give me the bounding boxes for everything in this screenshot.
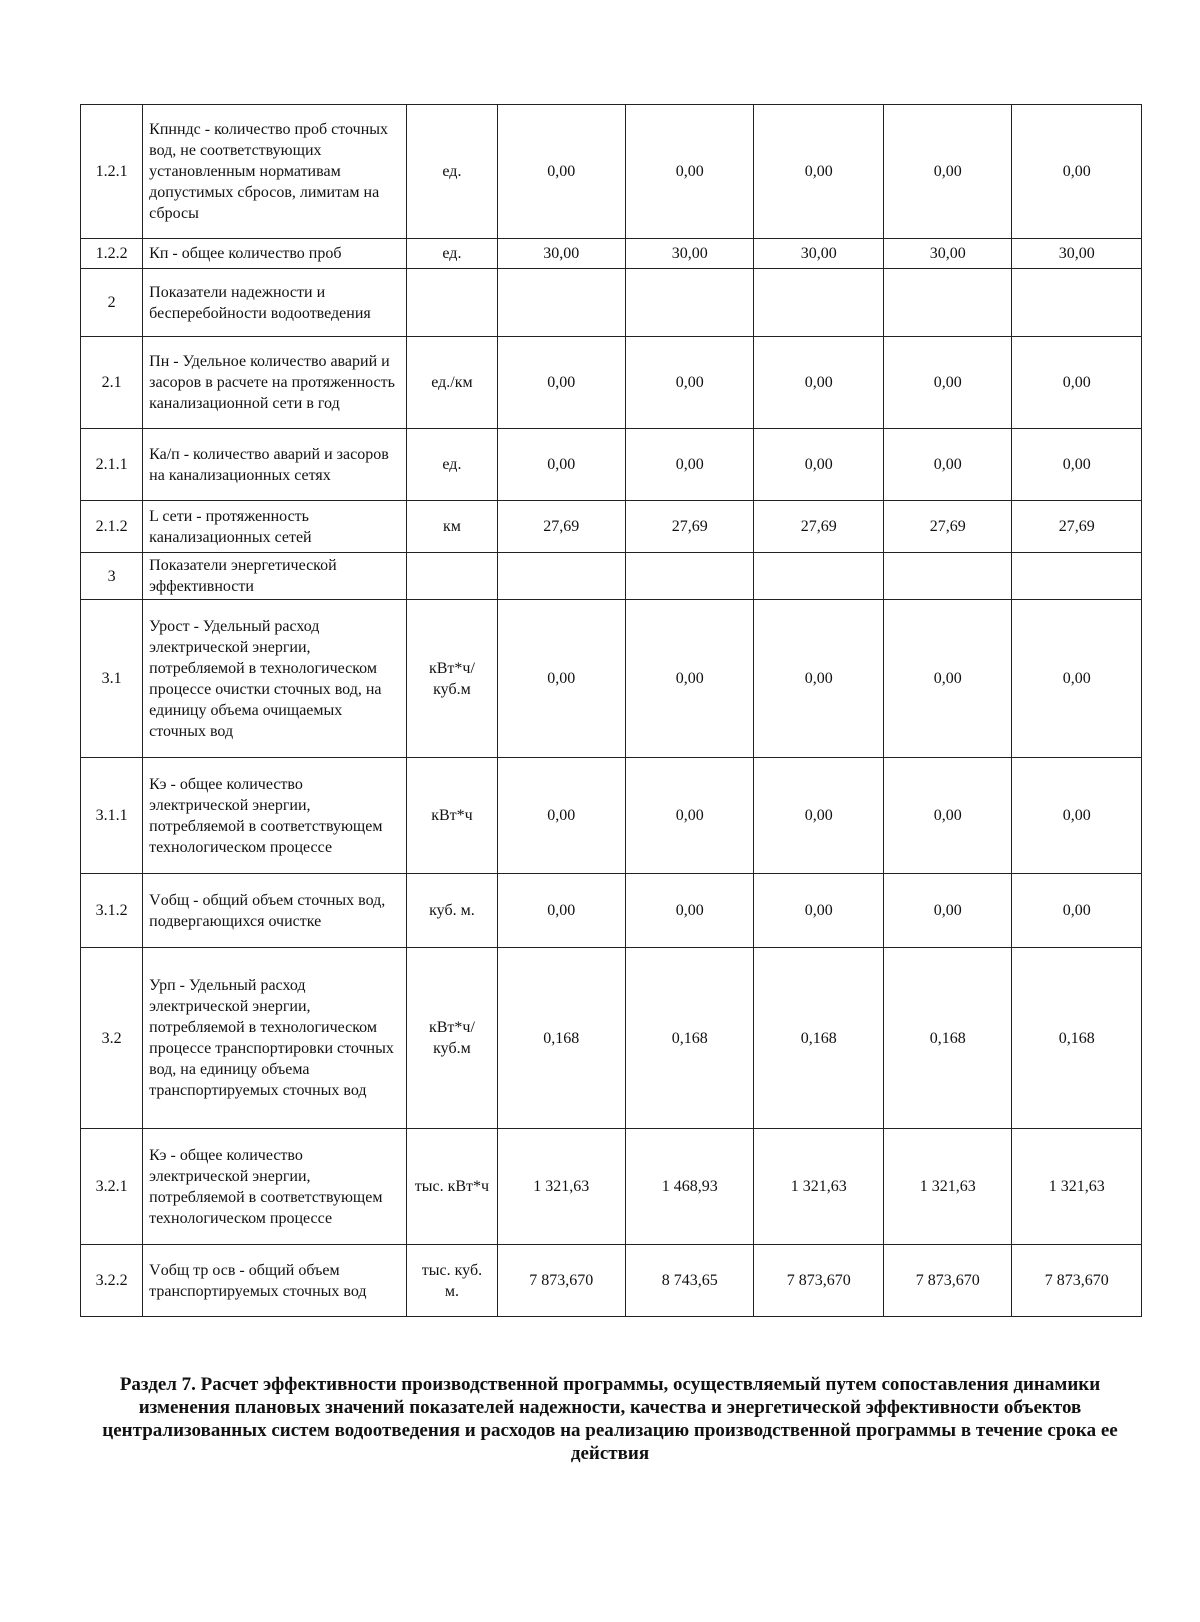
row-description: Кп - общее количество проб	[143, 239, 407, 269]
row-value: 1 468,93	[625, 1129, 753, 1245]
row-description: Ка/п - количество аварий и засоров на канализационных сетях	[143, 429, 407, 501]
row-unit	[407, 269, 497, 337]
row-unit: ед.	[407, 429, 497, 501]
row-description: Кэ - общее количество электрической энергии, потребляемой в соответствующем технологическом процессе	[143, 758, 407, 874]
row-value: 0,168	[754, 948, 884, 1129]
row-value: 0,00	[754, 337, 884, 429]
row-value: 1 321,63	[754, 1129, 884, 1245]
row-value: 0,00	[883, 429, 1011, 501]
row-value: 0,00	[1012, 758, 1142, 874]
row-value: 0,00	[625, 758, 753, 874]
row-value: 0,00	[883, 758, 1011, 874]
row-value: 0,00	[754, 600, 884, 758]
row-value: 0,00	[1012, 429, 1142, 501]
row-number: 2.1.2	[81, 501, 143, 553]
row-number: 3.1	[81, 600, 143, 758]
row-value: 0,00	[497, 337, 625, 429]
row-unit: кВт*ч	[407, 758, 497, 874]
row-value: 0,00	[754, 429, 884, 501]
row-description: Vобщ - общий объем сточных вод, подвергающихся очистке	[143, 874, 407, 948]
row-value: 30,00	[883, 239, 1011, 269]
row-description: Урп - Удельный расход электрической энергии, потребляемой в технологическом процессе транспортировки сточных вод, на единицу объема транспортируемых сточных вод	[143, 948, 407, 1129]
row-number: 2	[81, 269, 143, 337]
row-value: 1 321,63	[883, 1129, 1011, 1245]
row-value: 0,00	[883, 874, 1011, 948]
row-value: 0,00	[625, 429, 753, 501]
row-number: 2.1.1	[81, 429, 143, 501]
row-description: Vобщ тр осв - общий объем транспортируемых сточных вод	[143, 1245, 407, 1317]
row-value: 0,00	[1012, 874, 1142, 948]
row-unit: ед./км	[407, 337, 497, 429]
row-value: 0,00	[883, 337, 1011, 429]
row-number: 1.2.1	[81, 105, 143, 239]
row-value: 7 873,670	[1012, 1245, 1142, 1317]
row-value	[625, 553, 753, 600]
table-row	[81, 501, 1142, 553]
indicators-table	[80, 104, 1142, 1317]
row-value: 30,00	[754, 239, 884, 269]
row-value	[1012, 553, 1142, 600]
table-row	[81, 1129, 1142, 1245]
row-value: 0,168	[883, 948, 1011, 1129]
row-description: Урост - Удельный расход электрической энергии, потребляемой в технологическом процессе очистки сточных вод, на единицу объема очищаемых сточных вод	[143, 600, 407, 758]
row-value: 7 873,670	[754, 1245, 884, 1317]
row-value	[625, 269, 753, 337]
row-number: 3.2.1	[81, 1129, 143, 1245]
row-number: 3	[81, 553, 143, 600]
row-value: 27,69	[754, 501, 884, 553]
row-description: Кэ - общее количество электрической энергии, потребляемой в соответствующем технологическом процессе	[143, 1129, 407, 1245]
row-value: 27,69	[1012, 501, 1142, 553]
row-value: 0,00	[1012, 600, 1142, 758]
row-value: 0,00	[497, 429, 625, 501]
row-value: 0,00	[1012, 337, 1142, 429]
row-value: 0,00	[625, 105, 753, 239]
row-value: 30,00	[497, 239, 625, 269]
table-row	[81, 105, 1142, 239]
row-value: 0,168	[625, 948, 753, 1129]
row-value: 0,00	[625, 337, 753, 429]
table-row	[81, 1245, 1142, 1317]
row-value: 0,00	[625, 874, 753, 948]
table-row	[81, 429, 1142, 501]
row-number: 2.1	[81, 337, 143, 429]
row-number: 1.2.2	[81, 239, 143, 269]
row-value: 27,69	[625, 501, 753, 553]
row-unit: кВт*ч/куб.м	[407, 600, 497, 758]
row-value: 7 873,670	[497, 1245, 625, 1317]
row-description: Показатели надежности и бесперебойности водоотведения	[143, 269, 407, 337]
row-number: 3.1.2	[81, 874, 143, 948]
row-value: 1 321,63	[497, 1129, 625, 1245]
row-unit: куб. м.	[407, 874, 497, 948]
row-unit: км	[407, 501, 497, 553]
row-number: 3.2	[81, 948, 143, 1129]
row-value: 0,168	[1012, 948, 1142, 1129]
table-row	[81, 239, 1142, 269]
row-value	[497, 553, 625, 600]
row-value: 0,00	[754, 874, 884, 948]
row-value: 27,69	[497, 501, 625, 553]
table-row	[81, 948, 1142, 1129]
row-value: 0,168	[497, 948, 625, 1129]
table-row	[81, 269, 1142, 337]
row-description: Кпнндс - количество проб сточных вод, не соответствующих установленным нормативам допустимых сбросов, лимитам на сбросы	[143, 105, 407, 239]
table-row	[81, 600, 1142, 758]
table-row	[81, 874, 1142, 948]
row-value	[883, 553, 1011, 600]
row-number: 3.1.1	[81, 758, 143, 874]
row-description: Пн - Удельное количество аварий и засоров в расчете на протяженность канализационной сети в год	[143, 337, 407, 429]
row-description: L сети - протяженность канализационных сетей	[143, 501, 407, 553]
row-unit: кВт*ч/куб.м	[407, 948, 497, 1129]
row-value	[754, 269, 884, 337]
row-value: 0,00	[497, 105, 625, 239]
row-unit: ед.	[407, 105, 497, 239]
table-row	[81, 337, 1142, 429]
row-value: 7 873,670	[883, 1245, 1011, 1317]
row-value	[1012, 269, 1142, 337]
row-description: Показатели энергетической эффективности	[143, 553, 407, 600]
row-value	[883, 269, 1011, 337]
row-unit: тыс. куб. м.	[407, 1245, 497, 1317]
row-value: 0,00	[625, 600, 753, 758]
row-value: 30,00	[625, 239, 753, 269]
row-value: 0,00	[754, 105, 884, 239]
row-number: 3.2.2	[81, 1245, 143, 1317]
row-value: 0,00	[754, 758, 884, 874]
row-value: 0,00	[883, 600, 1011, 758]
row-value: 8 743,65	[625, 1245, 753, 1317]
row-unit	[407, 553, 497, 600]
section-title: Раздел 7. Расчет эффективности производственной программы, осуществляемый путем сопоставления динамики изменения плановых значений показателей надежности, качества и энергетической эффективности объектов централизованных систем водоотведения и расходов на реализацию производственной программы в течение срока ее действия	[102, 1374, 1118, 1464]
row-unit: ед.	[407, 239, 497, 269]
row-unit: тыс. кВт*ч	[407, 1129, 497, 1245]
row-value: 1 321,63	[1012, 1129, 1142, 1245]
row-value: 0,00	[1012, 105, 1142, 239]
row-value	[754, 553, 884, 600]
row-value: 0,00	[883, 105, 1011, 239]
row-value: 0,00	[497, 758, 625, 874]
table-row	[81, 758, 1142, 874]
row-value: 0,00	[497, 600, 625, 758]
table-row	[81, 553, 1142, 600]
row-value	[497, 269, 625, 337]
row-value: 27,69	[883, 501, 1011, 553]
row-value: 0,00	[497, 874, 625, 948]
row-value: 30,00	[1012, 239, 1142, 269]
